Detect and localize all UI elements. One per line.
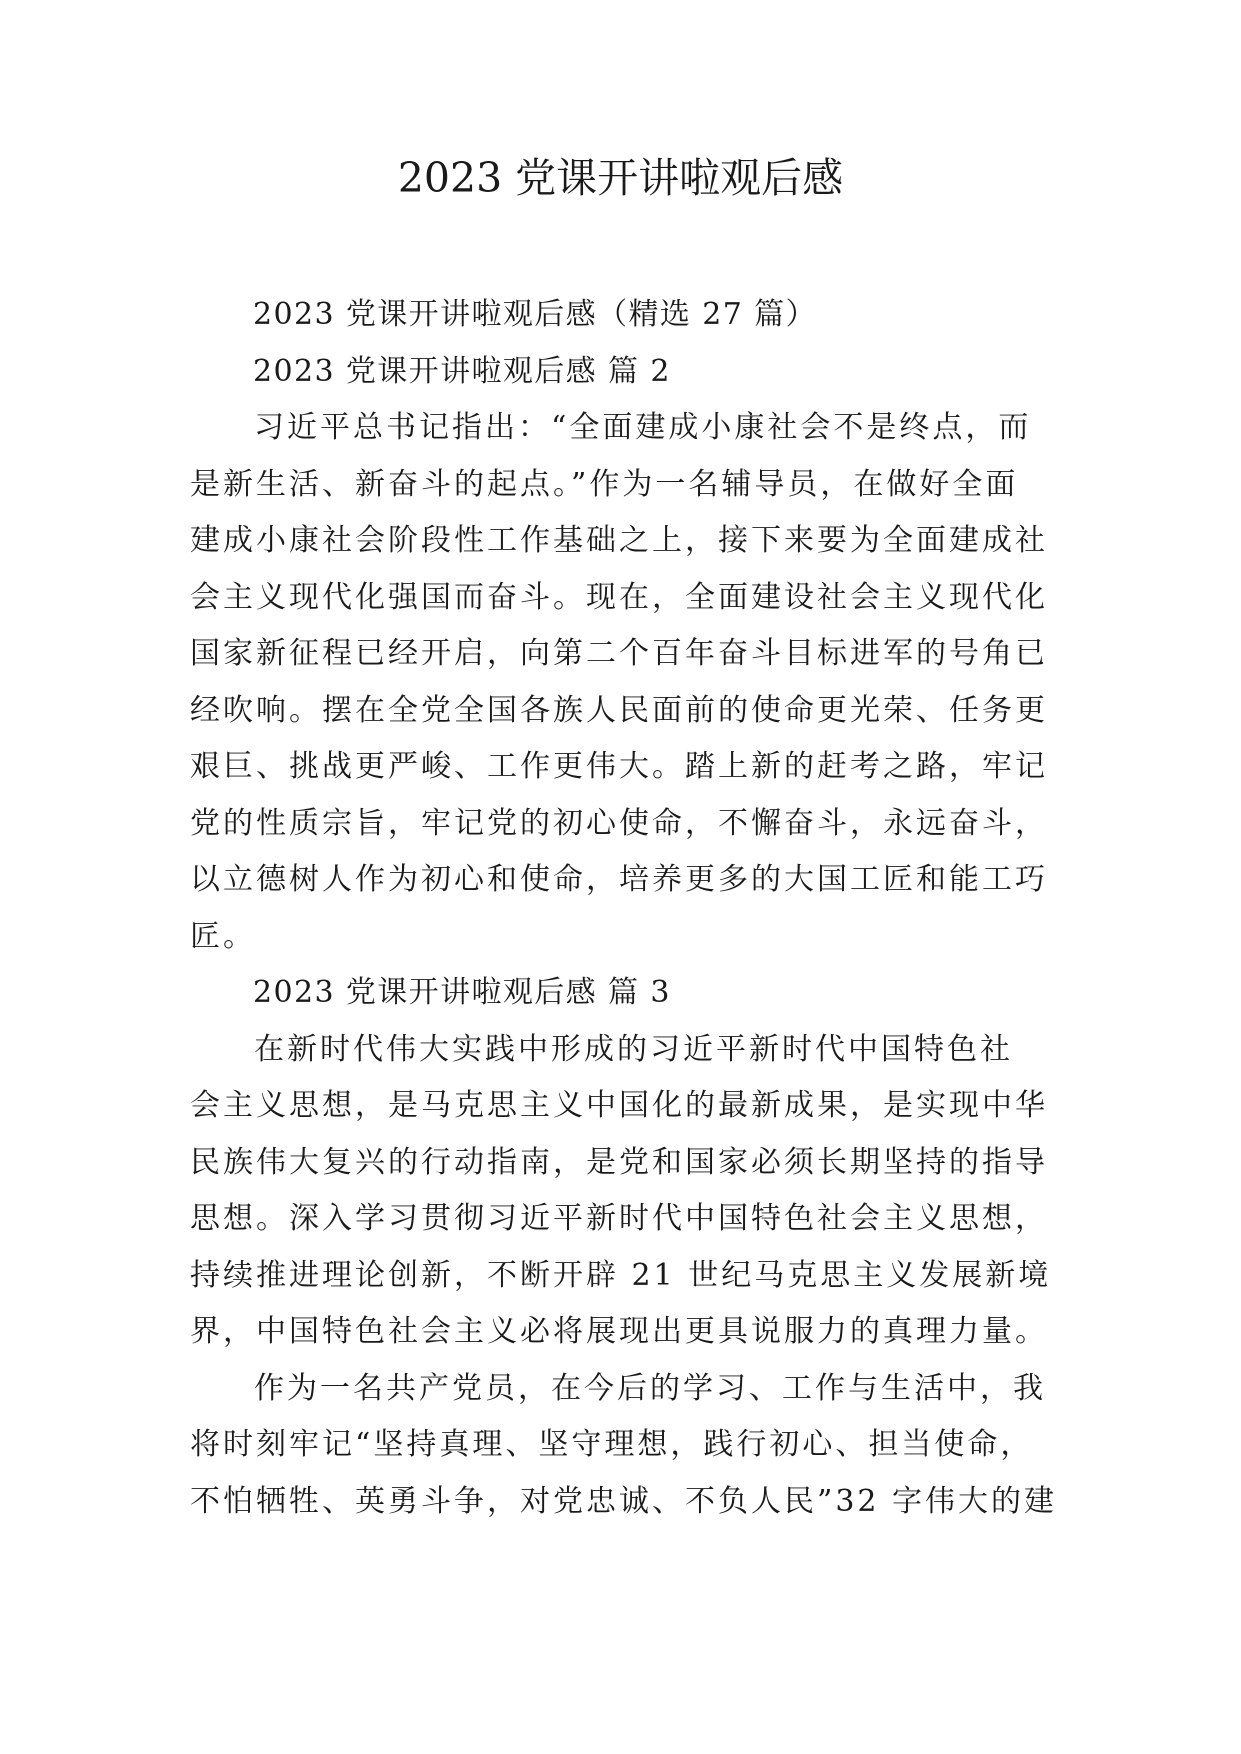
document-title: 2023 党课开讲啦观后感	[397, 154, 844, 202]
document-body	[190, 287, 1070, 1530]
paragraph-line: 在新时代伟大实践中形成的习近平新时代中国特色社	[254, 1031, 1013, 1067]
paragraph-line: 党的性质宗旨，牢记党的初心使命，不懈奋斗，永远奋斗，	[190, 805, 1048, 841]
paragraph-line: 将时刻牢记“坚持真理、坚守理想，践行初心、担当使命，	[190, 1427, 1034, 1462]
paragraph-line: 建成小康社会阶段性工作基础之上，接下来要为全面建成社	[190, 523, 1048, 558]
paragraph-line: 是新生活、新奋斗的起点。”作为一名辅导员，在做好全面	[190, 466, 1019, 502]
paragraph-line: 以立德树人作为初心和使命，培养更多的大国工匠和能工巧	[190, 862, 1048, 897]
paragraph	[190, 1022, 1070, 1361]
paragraph-line: 会主义思想，是马克思主义中国化的最新成果，是实现中华	[190, 1088, 1048, 1123]
section-heading: 2023 党课开讲啦观后感 篇 2	[253, 353, 671, 389]
paragraph-line: 习近平总书记指出：“全面建成小康社会不是终点，而	[254, 410, 1032, 445]
paragraph	[190, 400, 1070, 965]
section-heading: 2023 党课开讲啦观后感 篇 3	[253, 975, 671, 1010]
paragraph-line: 不怕牺牲、英勇斗争，对党忠诚、不负人民”32 字伟大的建	[190, 1483, 1058, 1519]
paragraph-line: 思想。深入学习贯彻习近平新时代中国特色社会主义思想，	[190, 1201, 1048, 1236]
paragraph-line: 界，中国特色社会主义必将展现出更具说服力的真理力量。	[190, 1314, 1048, 1349]
paragraph-line: 艰巨、挑战更严峻、工作更伟大。踏上新的赶考之路，牢记	[190, 749, 1048, 784]
paragraph-line: 国家新征程已经开启，向第二个百年奋斗目标进军的号角已	[190, 636, 1048, 671]
paragraph	[190, 1361, 1070, 1531]
paragraph-line: 民族伟大复兴的行动指南，是党和国家必须长期坚持的指导	[190, 1144, 1048, 1180]
paragraph-line: 经吹响。摆在全党全国各族人民面前的使命更光荣、任务更	[190, 692, 1048, 728]
paragraph-line: 持续推进理论创新，不断开辟 21 世纪马克思主义发展新境	[190, 1257, 1052, 1293]
document-subtitle: 2023 党课开讲啦观后感（精选 27 篇）	[253, 297, 817, 332]
paragraph-line: 匠。	[190, 918, 256, 954]
paragraph-line: 作为一名共产党员，在今后的学习、工作与生活中，我	[254, 1370, 1046, 1406]
paragraph-line: 会主义现代化强国而奋斗。现在，全面建设社会主义现代化	[190, 579, 1048, 615]
